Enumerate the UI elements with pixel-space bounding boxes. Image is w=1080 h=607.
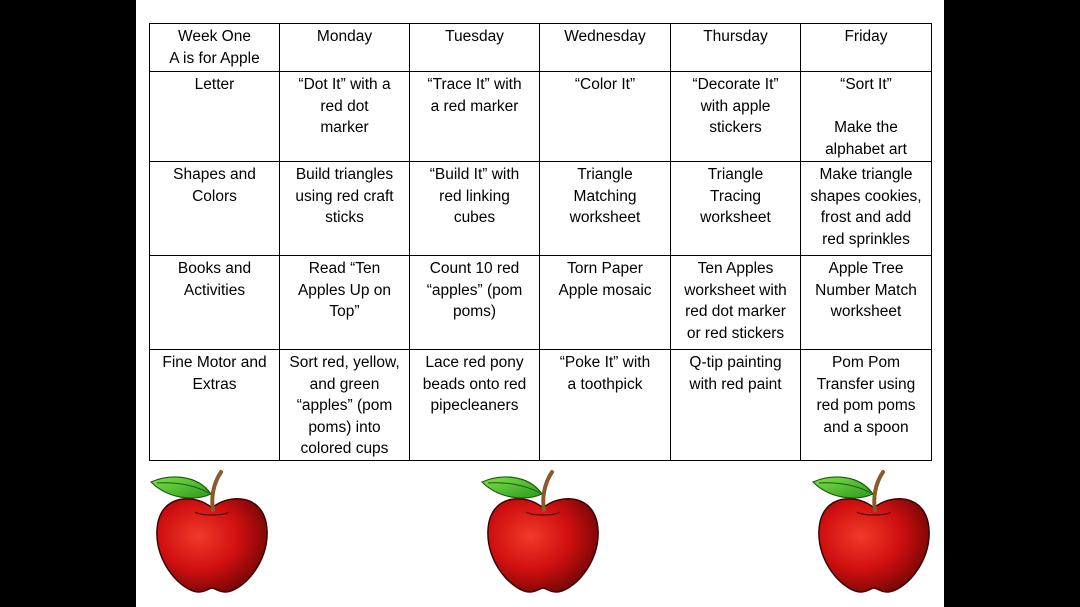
activity-cell: “Decorate It” with apple stickers (671, 72, 801, 162)
category-cell: Fine Motor and Extras (150, 350, 280, 461)
activity-cell: Apple Tree Number Match worksheet (801, 256, 932, 350)
activity-cell: Triangle Tracing worksheet (671, 162, 801, 256)
activity-cell: “Sort It” Make the alphabet art (801, 72, 932, 162)
activity-cell: Pom Pom Transfer using red pom poms and a spoon (801, 350, 932, 461)
activity-cell: Triangle Matching worksheet (540, 162, 671, 256)
activity-cell: Count 10 red “apples” (pom poms) (410, 256, 540, 350)
day-header-tuesday: Tuesday (410, 24, 540, 72)
activity-cell: “Build It” with red linking cubes (410, 162, 540, 256)
lesson-plan-page (136, 0, 944, 607)
activity-cell: Build triangles using red craft sticks (280, 162, 410, 256)
activity-cell: “Color It” (540, 72, 671, 162)
day-header-thursday: Thursday (671, 24, 801, 72)
table-row (150, 256, 932, 350)
activity-cell: Read “Ten Apples Up on Top” (280, 256, 410, 350)
activity-cell: Sort red, yellow, and green “apples” (pom poms) into colored cups (280, 350, 410, 461)
apple-icon (811, 468, 937, 596)
activity-cell: Lace red pony beads onto red pipecleaners (410, 350, 540, 461)
category-cell: Shapes and Colors (150, 162, 280, 256)
activity-cell: Q-tip painting with red paint (671, 350, 801, 461)
day-header-monday: Monday (280, 24, 410, 72)
table-row (150, 350, 932, 461)
activity-cell: Torn Paper Apple mosaic (540, 256, 671, 350)
category-cell: Letter (150, 72, 280, 162)
week-title-cell: Week One A is for Apple (150, 24, 280, 72)
activity-cell: Ten Apples worksheet with red dot marker or red stickers (671, 256, 801, 350)
header-row (150, 24, 932, 72)
activity-cell: Make triangle shapes cookies, frost and add red sprinkles (801, 162, 932, 256)
weekly-plan-table (149, 23, 932, 461)
category-cell: Books and Activities (150, 256, 280, 350)
day-header-friday: Friday (801, 24, 932, 72)
apple-icon (149, 468, 275, 596)
activity-cell: “Dot It” with a red dot marker (280, 72, 410, 162)
activity-cell: “Poke It” with a toothpick (540, 350, 671, 461)
day-header-wednesday: Wednesday (540, 24, 671, 72)
table-row (150, 72, 932, 162)
apple-icon (480, 468, 606, 596)
table-row (150, 162, 932, 256)
activity-cell: “Trace It” with a red marker (410, 72, 540, 162)
